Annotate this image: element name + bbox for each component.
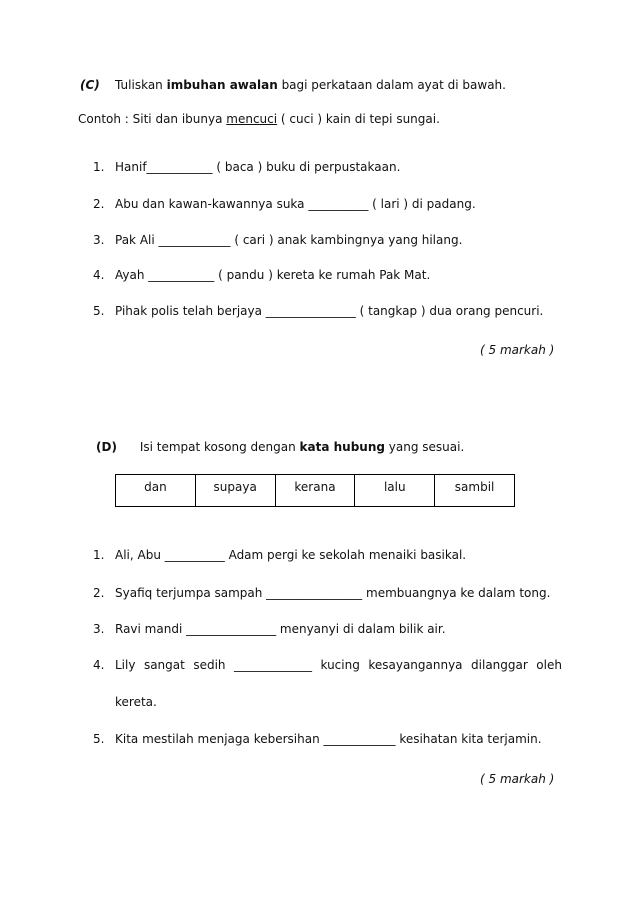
section-c-instruction-post: bagi perkataan dalam ayat di bawah.: [277, 78, 506, 92]
question-number: 5.: [93, 732, 105, 746]
question-continuation: kereta.: [115, 695, 157, 709]
section-d-marks: ( 5 markah ): [480, 772, 555, 786]
section-d-instruction-bold: kata hubung: [299, 440, 385, 454]
question-text: Hanif___________ ( baca ) buku di perpustakaan.: [115, 160, 401, 174]
question-number: 2.: [93, 197, 105, 211]
example-word: mencuci: [226, 112, 278, 126]
example-pre: Contoh : Siti dan ibunya: [78, 112, 227, 126]
question-number: 4.: [93, 658, 105, 672]
word-bank-table: [115, 474, 515, 507]
question-text: Ravi mandi _______________ menyanyi di dalam bilik air.: [115, 622, 446, 636]
question-number: 3.: [93, 233, 105, 247]
word: kesayangannya: [368, 658, 463, 672]
section-c-marks: ( 5 markah ): [480, 343, 555, 357]
word-bank-cell: sambil: [435, 475, 515, 507]
question-text: Pihak polis telah berjaya _______________ ( tangkap ) dua orang pencuri.: [115, 304, 544, 318]
example-post: ( cuci ) kain di tepi sungai.: [277, 112, 440, 126]
word-bank-cell: supaya: [195, 475, 275, 507]
question-text-justified: [115, 658, 562, 672]
question-number: 1.: [93, 548, 105, 562]
question-number: 2.: [93, 586, 105, 600]
word: oleh: [536, 658, 562, 672]
section-c-label: (C): [80, 78, 100, 92]
question-text: Pak Ali ____________ ( cari ) anak kambingnya yang hilang.: [115, 233, 463, 247]
word-bank-cell: kerana: [275, 475, 355, 507]
question-text: Kita mestilah menjaga kebersihan ____________ kesihatan kita terjamin.: [115, 732, 542, 746]
section-d-heading: [96, 440, 464, 454]
word: dilanggar: [471, 658, 528, 672]
section-d-label: (D): [96, 440, 117, 454]
question-number: 3.: [93, 622, 105, 636]
question-number: 5.: [93, 304, 105, 318]
word: sedih: [193, 658, 226, 672]
question-number: 4.: [93, 268, 105, 282]
word: _____________: [234, 658, 313, 672]
word-bank-cell: dan: [116, 475, 196, 507]
question-text: Syafiq terjumpa sampah ________________ membuangnya ke dalam tong.: [115, 586, 551, 600]
question-text: Ayah ___________ ( pandu ) kereta ke rumah Pak Mat.: [115, 268, 431, 282]
word: kucing: [320, 658, 360, 672]
section-c-instruction-pre: Tuliskan: [115, 78, 167, 92]
question-text: Abu dan kawan-kawannya suka __________ ( lari ) di padang.: [115, 197, 476, 211]
section-c-instruction-bold: imbuhan awalan: [166, 78, 278, 92]
word-bank-cell: lalu: [355, 475, 435, 507]
section-c-example: [78, 112, 440, 126]
section-d-instruction-post: yang sesuai.: [384, 440, 465, 454]
question-number: 1.: [93, 160, 105, 174]
word: Lily: [115, 658, 136, 672]
word: sangat: [143, 658, 185, 672]
question-text: Ali, Abu __________ Adam pergi ke sekolah menaiki basikal.: [115, 548, 467, 562]
section-c-heading: [80, 78, 506, 92]
section-d-instruction-pre: Isi tempat kosong dengan: [139, 440, 300, 454]
word-bank-row: [116, 475, 515, 507]
